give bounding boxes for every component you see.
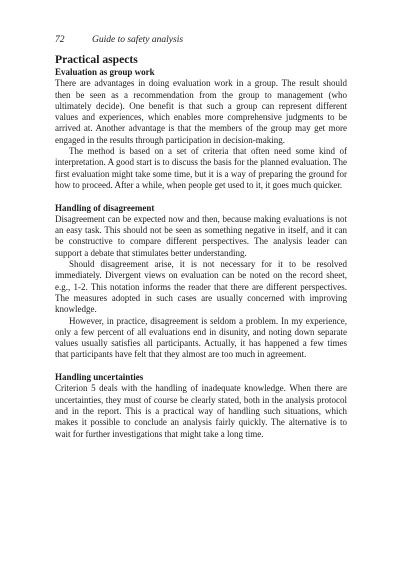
running-title: Guide to safety analysis	[92, 35, 184, 45]
paragraph: The method is based on a set of criteria that often need some kind of interpretation. A good start is to discuss the basis for the planned evaluation. The first evaluation might take some time, but it is a way of preparing the ground for how to proceed. After a while, when people get used to it, it goes much quicker.	[55, 146, 347, 190]
section-title: Practical aspects	[55, 53, 138, 66]
paragraph: Should disagreement arise, it is not necessary for it to be resolved immediately. Divergent views on evaluation can be noted on the record sheet, e.g., 1-2. This notation informs the reader that there are different perspectives. The measures adopted in such cases are usually concerned with improving knowledge.	[55, 259, 347, 315]
subsection-heading-handling-uncertainties: Handling uncertainties	[55, 372, 144, 383]
running-head	[55, 33, 347, 47]
paragraph: Criterion 5 deals with the handling of inadequate knowledge. When there are uncertainties, they must of course be clearly stated, both in the analysis protocol and in the report. This is a practical way of handling such situations, which makes it possible to conclude an analysis fairly quickly. The alternative is to wait for further investigations that might take a long time.	[55, 383, 347, 439]
page-body	[55, 52, 347, 440]
subsection-heading-handling-disagreement: Handling of disagreement	[55, 202, 155, 213]
paragraph: However, in practice, disagreement is seldom a problem. In my experience, only a few percent of all evaluations end in disunity, and noting down separate values usually satisfies all participants. Actually, it has happened a few times that participants have felt that they almost are too much in agreement.	[55, 315, 347, 360]
page-number: 72	[55, 35, 65, 45]
paragraph: There are advantages in doing evaluation work in a group. The result should then be seen as a recommendation from the group to management (who ultimately decide). One benefit is that such a group can represent different values and experiences, which enables more comprehensive judgments to be arrived at. Another advantage is that the members of the group may get more engaged in the results through participation in decision-making.	[55, 78, 347, 145]
subsection-heading-evaluation-group-work: Evaluation as group work	[55, 67, 155, 77]
paragraph: Disagreement can be expected now and then, because making evaluations is not an easy task. This should not be seen as something negative in itself, and it can be constructive to compare different perspectives. The analysis leader can support a debate that stimulates better understanding.	[55, 213, 347, 258]
